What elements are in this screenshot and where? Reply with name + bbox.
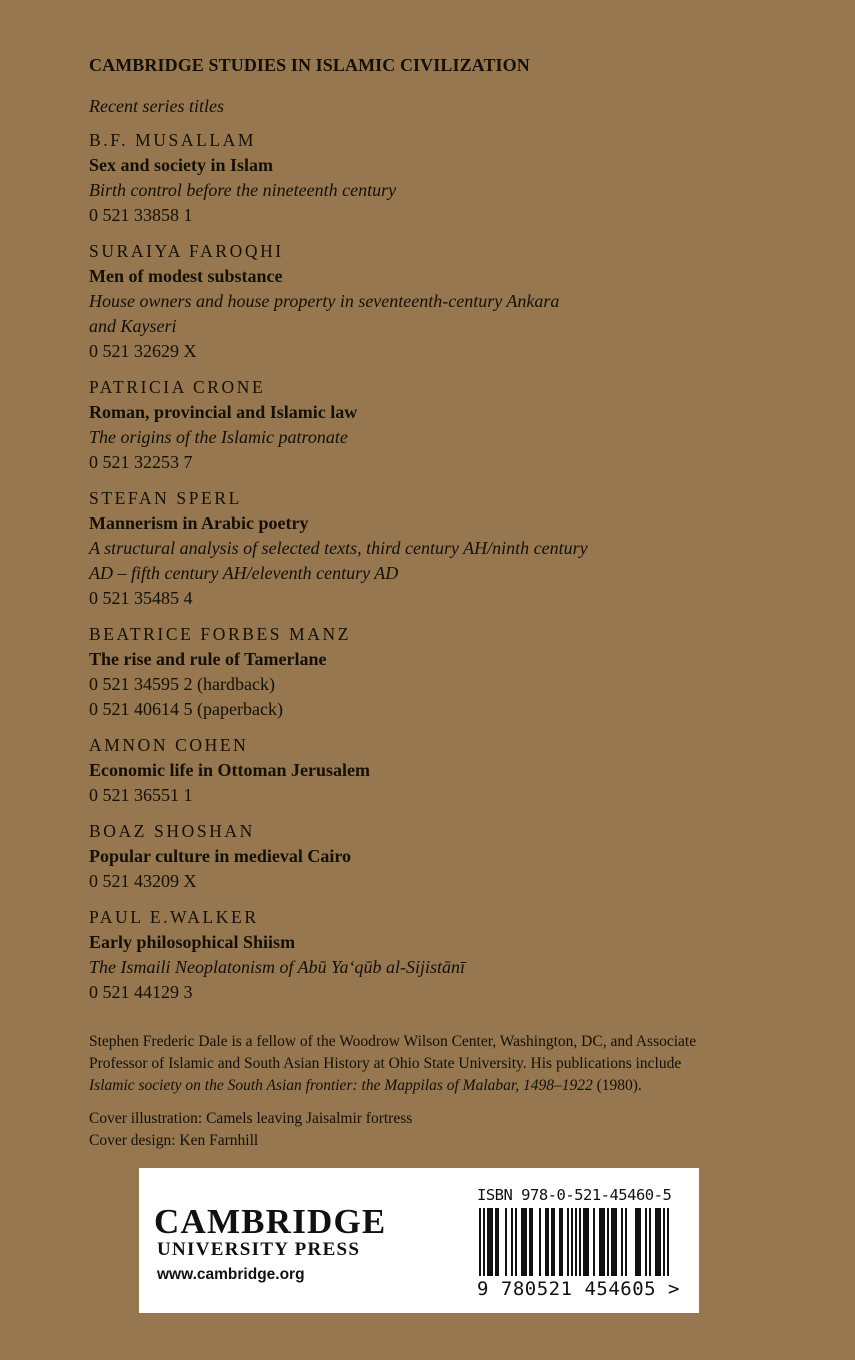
publisher-press: UNIVERSITY PRESS	[157, 1239, 361, 1260]
cover-design-credit: Cover design: Ken Farnhill	[89, 1132, 259, 1149]
barcode-bar	[539, 1208, 541, 1276]
entry-subtitle: A structural analysis of selected texts, third century AH/ninth century	[89, 538, 588, 558]
author-bio	[89, 1031, 789, 1097]
barcode-digits: 9 780521 454605 >	[477, 1278, 680, 1300]
entry-author: PATRICIA CRONE	[89, 377, 266, 397]
bio-line: Professor of Islamic and South Asian History at Ohio State University. His publications include	[89, 1055, 682, 1072]
barcode-bar	[571, 1208, 573, 1276]
entry-title: Roman, provincial and Islamic law	[89, 402, 358, 422]
series-entry	[89, 239, 789, 364]
barcode-bar	[495, 1208, 497, 1276]
entry-isbn: 0 521 35485 4	[89, 588, 193, 608]
publisher-logo	[154, 1204, 386, 1284]
series-entry	[89, 905, 789, 1005]
barcode-bar	[663, 1208, 665, 1276]
series-title: CAMBRIDGE STUDIES IN ISLAMIC CIVILIZATION	[89, 55, 530, 75]
isbn-label: ISBN 978-0-521-45460-5	[477, 1186, 672, 1204]
barcode-bar	[491, 1208, 493, 1276]
barcode-bar	[547, 1208, 549, 1276]
entry-title: The rise and rule of Tamerlane	[89, 649, 327, 669]
barcode-bar	[593, 1208, 595, 1276]
barcode-bar	[585, 1208, 587, 1276]
entry-isbn: 0 521 32253 7	[89, 452, 193, 472]
series-entry	[89, 375, 789, 475]
barcode-bar	[635, 1208, 637, 1276]
publisher-name: CAMBRIDGE	[154, 1202, 387, 1241]
bio-book-title: Islamic society on the South Asian frontier: the Mappilas of Malabar, 1498–1922	[89, 1077, 593, 1094]
barcode-bar	[613, 1208, 615, 1276]
barcode-icon	[479, 1208, 689, 1276]
barcode-bar	[529, 1208, 531, 1276]
entry-subtitle: The origins of the Islamic patronate	[89, 427, 348, 447]
recent-titles-label: Recent series titles	[89, 96, 224, 116]
entry-isbn: 0 521 44129 3	[89, 982, 193, 1002]
barcode-bar	[639, 1208, 641, 1276]
series-entry	[89, 819, 789, 894]
entry-title: Popular culture in medieval Cairo	[89, 846, 352, 866]
barcode-bar	[611, 1208, 613, 1276]
barcode-bar	[521, 1208, 523, 1276]
barcode-bar	[637, 1208, 639, 1276]
bio-book-year: (1980).	[592, 1077, 642, 1094]
barcode-bar	[489, 1208, 491, 1276]
barcode-bar	[561, 1208, 563, 1276]
entry-author: BEATRICE FORBES MANZ	[89, 624, 352, 644]
barcode-bar	[667, 1208, 669, 1276]
entry-author: PAUL E.WALKER	[89, 907, 259, 927]
entry-isbn: 0 521 34595 2 (hardback)	[89, 674, 275, 694]
barcode-bar	[575, 1208, 577, 1276]
barcode-bar	[625, 1208, 627, 1276]
barcode-bar	[553, 1208, 555, 1276]
barcode-bar	[505, 1208, 507, 1276]
barcode-bar	[607, 1208, 609, 1276]
entry-author: SURAIYA FAROQHI	[89, 241, 284, 261]
barcode-bar	[645, 1208, 647, 1276]
entry-isbn: 0 521 33858 1	[89, 205, 193, 225]
entry-subtitle: Birth control before the nineteenth century	[89, 180, 397, 200]
publisher-url: www.cambridge.org	[157, 1266, 305, 1283]
barcode-bar	[657, 1208, 659, 1276]
cover-credits	[89, 1108, 789, 1152]
entry-title: Men of modest substance	[89, 266, 283, 286]
entry-subtitle: House owners and house property in seventeenth-century Ankara	[89, 291, 560, 311]
barcode-bar	[567, 1208, 569, 1276]
entry-author: B.F. MUSALLAM	[89, 130, 257, 150]
cover-illustration-credit: Cover illustration: Camels leaving Jaisalmir fortress	[89, 1110, 413, 1127]
entry-title: Early philosophical Shiism	[89, 932, 296, 952]
barcode-bar	[587, 1208, 589, 1276]
barcode-bar	[559, 1208, 561, 1276]
entry-isbn: 0 521 43209 X	[89, 871, 197, 891]
bio-line	[89, 1075, 789, 1097]
barcode-bar	[615, 1208, 617, 1276]
publisher-barcode-box	[139, 1168, 699, 1313]
series-entry	[89, 486, 789, 611]
entry-subtitle: AD – fifth century AH/eleventh century AD	[89, 563, 399, 583]
series-entry	[89, 622, 789, 722]
barcode-bar	[579, 1208, 581, 1276]
entry-title: Sex and society in Islam	[89, 155, 274, 175]
barcode-bar	[483, 1208, 485, 1276]
entry-author: AMNON COHEN	[89, 735, 249, 755]
barcode-bar	[531, 1208, 533, 1276]
entry-author: STEFAN SPERL	[89, 488, 242, 508]
bio-line: Stephen Frederic Dale is a fellow of the Woodrow Wilson Center, Washington, DC, and Associate	[89, 1033, 697, 1050]
barcode-bar	[603, 1208, 605, 1276]
barcode-bar	[487, 1208, 489, 1276]
entry-subtitle: and Kayseri	[89, 316, 177, 336]
barcode-bar	[601, 1208, 603, 1276]
barcode-bar	[545, 1208, 547, 1276]
barcode-bar	[551, 1208, 553, 1276]
entry-author: BOAZ SHOSHAN	[89, 821, 255, 841]
barcode-bar	[621, 1208, 623, 1276]
barcode-bar	[649, 1208, 651, 1276]
entry-isbn: 0 521 32629 X	[89, 341, 197, 361]
series-entry	[89, 128, 789, 228]
barcode-bar	[599, 1208, 601, 1276]
barcode-bar	[583, 1208, 585, 1276]
entry-isbn: 0 521 36551 1	[89, 785, 193, 805]
barcode-bar	[523, 1208, 525, 1276]
barcode-bar	[659, 1208, 661, 1276]
barcode-bar	[515, 1208, 517, 1276]
barcode-bar	[655, 1208, 657, 1276]
entry-title: Mannerism in Arabic poetry	[89, 513, 309, 533]
barcode-bar	[511, 1208, 513, 1276]
cover-text	[89, 54, 789, 1152]
barcode-bar	[525, 1208, 527, 1276]
barcode-bar	[497, 1208, 499, 1276]
barcode-bar	[479, 1208, 481, 1276]
entry-isbn: 0 521 40614 5 (paperback)	[89, 699, 283, 719]
entry-subtitle: The Ismaili Neoplatonism of Abū Ya‘qūb al-Sijistānī	[89, 957, 466, 977]
entry-title: Economic life in Ottoman Jerusalem	[89, 760, 370, 780]
series-entry	[89, 733, 789, 808]
series-list	[89, 128, 789, 1005]
